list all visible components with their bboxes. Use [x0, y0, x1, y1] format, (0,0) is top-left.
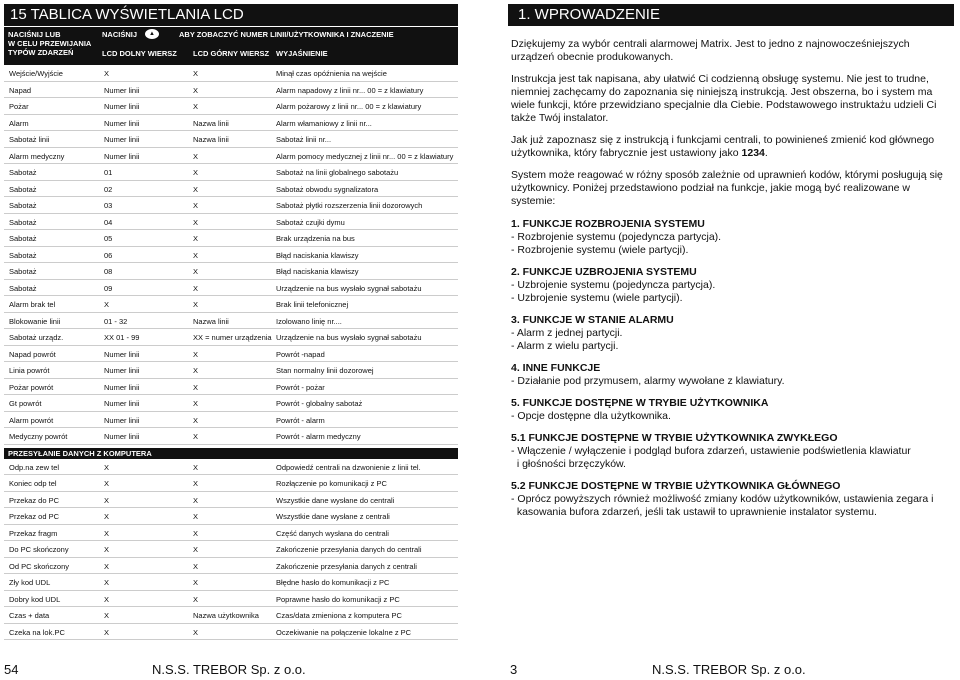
- explanation: Sabotaż linii nr...: [276, 135, 332, 144]
- table-row: [4, 607, 458, 624]
- section-5-1-item-a: - Włączenie / wyłączenie i podgląd bufora zdarzeń, ustawienie podświetlenia klawiatur: [511, 445, 911, 457]
- table-row: [4, 475, 458, 492]
- event-name: Przekaz od PC: [9, 512, 60, 521]
- lcd-bottom-value: X: [104, 479, 110, 488]
- lcd-bottom-value: X: [104, 578, 110, 587]
- lcd-top-value: X: [193, 102, 199, 111]
- lcd-bottom-value: 06: [104, 250, 113, 260]
- section-2-item-b: - Uzbrojenie systemu (wiele partycji).: [511, 292, 683, 304]
- table-row: [4, 558, 458, 575]
- lcd-top-value: X: [193, 528, 199, 538]
- table-row: [4, 492, 458, 509]
- up-key-icon: ▲: [145, 29, 159, 39]
- section-3-heading: 3. FUNKCJE W STANIE ALARMU: [511, 314, 674, 326]
- event-name: Alarm: [9, 118, 29, 128]
- lcd-top-value: X: [193, 432, 199, 441]
- lcd-bottom-value: X: [104, 495, 110, 505]
- table-row: [4, 296, 458, 313]
- lcd-top-value: X: [193, 69, 199, 78]
- event-name: Czeka na lok.PC: [9, 627, 65, 637]
- lcd-top-value: X: [193, 462, 199, 472]
- lcd-top-value: X: [193, 300, 199, 309]
- table-row: [4, 379, 458, 396]
- header-press: NACIŚNIJ: [102, 30, 138, 39]
- lcd-bottom-value: 03: [104, 201, 113, 210]
- lcd-bottom-value: 01 - 32: [104, 316, 128, 326]
- event-name: Zły kod UDL: [9, 578, 51, 587]
- event-name: Sabotaż: [9, 250, 37, 260]
- table-row: [4, 541, 458, 558]
- table-row: [4, 181, 458, 198]
- table-row: [4, 263, 458, 280]
- section-3-item-a: - Alarm z jednej partycji.: [511, 327, 623, 339]
- explanation: Powrót -napad: [276, 349, 325, 359]
- table-row: [4, 591, 458, 608]
- explanation: Stan normalny linii dozorowej: [276, 366, 374, 375]
- event-name: Sabotaż: [9, 184, 37, 194]
- lcd-top-value: X: [193, 201, 199, 210]
- explanation: Alarm pożarowy z linii nr... 00 = z klawiatury: [276, 102, 422, 111]
- explanation: Brak urządzenia na bus: [276, 234, 355, 243]
- explanation: Zakończenie przesyłania danych z centrali: [276, 561, 417, 571]
- explanation: Powrót - globalny sabotaż: [276, 399, 363, 408]
- lcd-top-value: X: [193, 168, 199, 177]
- lcd-bottom-value: X: [104, 611, 110, 620]
- explanation: Oczekiwanie na połączenie lokalne z PC: [276, 627, 412, 637]
- lcd-top-value: X: [193, 234, 199, 243]
- event-name: Pożar powrót: [9, 382, 54, 392]
- explanation: Urządzenie na bus wysłało sygnał sabotażu: [276, 283, 422, 293]
- explanation: Alarm pomocy medycznej z linii nr... 00 = z klawiatury: [276, 151, 454, 161]
- lcd-top-value: X: [193, 283, 199, 293]
- section-1-item-b: - Rozbrojenie systemu (wiele partycji).: [511, 244, 689, 256]
- lcd-bottom-value: X: [104, 462, 110, 472]
- table-row: [4, 329, 458, 346]
- lcd-bottom-value: Numer linii: [104, 102, 140, 111]
- explanation: Minął czas opóźnienia na wejście: [276, 69, 387, 78]
- lcd-bottom-value: Numer linii: [104, 135, 140, 144]
- lcd-bottom-value: X: [104, 528, 110, 538]
- explanation: Sabotaż czujki dymu: [276, 217, 345, 227]
- lcd-top-value: X: [193, 495, 199, 505]
- table-row: [4, 115, 458, 132]
- explanation: Błędne hasło do komunikacji z PC: [276, 578, 390, 587]
- section-2-item-a: - Uzbrojenie systemu (pojedyncza partycja).: [511, 279, 716, 291]
- explanation: Odpowiedź centrali na dzwonienie z linii tel.: [276, 462, 421, 472]
- event-name: Sabotaż: [9, 217, 37, 227]
- header-scroll-events: NACIŚNIJ LUB W CELU PRZEWIJANIA TYPÓW ZDARZEŃ: [8, 30, 92, 57]
- section-5-2-heading: 5.2 FUNKCJE DOSTĘPNE W TRYBIE UŻYTKOWNIKA GŁÓWNEGO: [511, 480, 841, 492]
- event-name: Sabotaż: [9, 267, 37, 276]
- table-row: [4, 230, 458, 247]
- intro-paragraph-3: Jak już zapoznasz się z instrukcją i funkcjami centrali, to powinieneś zmienić kod głównego użytkownika, który fabrycznie jest ustawiony jako 1234.: [511, 134, 935, 159]
- lcd-top-value: X: [193, 366, 199, 375]
- section-2-heading: 2. FUNKCJE UZBROJENIA SYSTEMU: [511, 266, 697, 278]
- table-row: [4, 412, 458, 429]
- table-row: [4, 148, 458, 165]
- table-row: [4, 82, 458, 99]
- lcd-table-header: [4, 27, 458, 65]
- event-name: Dobry kod UDL: [9, 594, 61, 604]
- explanation: Wszystkie dane wysłane z centrali: [276, 512, 390, 521]
- lcd-bottom-value: Numer linii: [104, 366, 140, 375]
- table-row: [4, 525, 458, 542]
- explanation: Część danych wysłana do centrali: [276, 528, 389, 538]
- lcd-top-value: X: [193, 415, 199, 425]
- explanation: Brak linii telefonicznej: [276, 300, 349, 309]
- lcd-bottom-value: 01: [104, 168, 113, 177]
- lcd-bottom-value: Numer linii: [104, 349, 140, 359]
- intro-paragraph-4: System może reagować w różny sposób zależnie od uprawnień kodów, którymi posługują się użytkownicy. Poniżej przedstawiono podział na funkcje, jakie mogą być realizowane w systemie:: [511, 169, 943, 207]
- lcd-top-value: X: [193, 349, 199, 359]
- lcd-bottom-value: Numer linii: [104, 415, 140, 425]
- explanation: Izolowano linię nr....: [276, 316, 342, 326]
- table-row: [4, 346, 458, 363]
- section-1-heading: 1. FUNKCJE ROZBROJENIA SYSTEMU: [511, 218, 705, 230]
- lcd-bottom-value: X: [104, 69, 110, 78]
- lcd-top-value: XX = numer urządzenia: [193, 333, 272, 342]
- event-name: Przekaz do PC: [9, 495, 60, 505]
- lcd-bottom-value: X: [104, 627, 110, 637]
- table-row: [4, 624, 458, 641]
- event-name: Medyczny powrót: [9, 432, 68, 441]
- header-lcd-bottom: LCD DOLNY WIERSZ: [102, 49, 177, 58]
- left-footer-company: N.S.S. TREBOR Sp. z o.o.: [152, 662, 306, 677]
- lcd-top-value: X: [193, 561, 199, 571]
- lcd-bottom-value: X: [104, 545, 110, 554]
- lcd-top-value: X: [193, 627, 199, 637]
- default-code: 1234: [741, 147, 765, 159]
- event-name: Czas + data: [9, 611, 50, 620]
- lcd-bottom-value: 09: [104, 283, 113, 293]
- lcd-bottom-value: Numer linii: [104, 85, 140, 95]
- lcd-table-title: 15 TABLICA WYŚWIETLANIA LCD: [4, 4, 458, 26]
- event-name: Napad powrót: [9, 349, 56, 359]
- explanation: Czas/data zmieniona z komputera PC: [276, 611, 402, 620]
- event-name: Sabotaż: [9, 201, 37, 210]
- lcd-bottom-value: X: [104, 594, 110, 604]
- lcd-top-value: Nazwa użytkownika: [193, 611, 259, 620]
- lcd-bottom-value: X: [104, 300, 110, 309]
- pc-transfer-section: PRZESYŁANIE DANYCH Z KOMPUTERA: [4, 448, 458, 459]
- lcd-table-page: [4, 4, 458, 640]
- event-name: Koniec odp tel: [9, 479, 57, 488]
- explanation: Wszystkie dane wysłane do centrali: [276, 495, 395, 505]
- table-row: [4, 313, 458, 330]
- explanation: Sabotaż na linii globalnego sabotażu: [276, 168, 399, 177]
- section-5-2-item-a: - Oprócz powyższych również możliwość zmiany kodów użytkowników, ustawienia zegara i: [511, 493, 934, 505]
- lcd-top-value: X: [193, 267, 199, 276]
- event-name: Sabotaż: [9, 283, 37, 293]
- table-row: [4, 247, 458, 264]
- section-1-item-a: - Rozbrojenie systemu (pojedyncza partycja).: [511, 231, 722, 243]
- event-name: Pożar: [9, 102, 29, 111]
- section-5-1-heading: 5.1 FUNKCJE DOSTĘPNE W TRYBIE UŻYTKOWNIKA ZWYKŁEGO: [511, 432, 838, 444]
- table-row: [4, 508, 458, 525]
- event-name: Od PC skończony: [9, 561, 70, 571]
- event-name: Odp.na zew tel: [9, 462, 60, 472]
- lcd-top-value: X: [193, 479, 199, 488]
- explanation: Powrót - pożar: [276, 382, 325, 392]
- lcd-top-value: X: [193, 399, 199, 408]
- lcd-bottom-value: Numer linii: [104, 432, 140, 441]
- lcd-table-rows: [4, 65, 458, 445]
- explanation: Zakończenie przesyłania danych do centrali: [276, 545, 422, 554]
- event-name: Blokowanie linii: [9, 316, 61, 326]
- explanation: Powrót - alarm medyczny: [276, 432, 361, 441]
- lcd-bottom-value: 05: [104, 234, 113, 243]
- event-name: Przekaz fragm: [9, 528, 58, 538]
- lcd-top-value: Nazwa linii: [193, 316, 229, 326]
- lcd-bottom-value: 08: [104, 267, 113, 276]
- lcd-bottom-value: XX 01 - 99: [104, 333, 140, 342]
- table-row: [4, 395, 458, 412]
- table-row: [4, 65, 458, 82]
- section-5-item-a: - Opcje dostępne dla użytkownika.: [511, 410, 671, 422]
- section-5-heading: 5. FUNKCJE DOSTĘPNE W TRYBIE UŻYTKOWNIKA: [511, 397, 769, 409]
- section-3-item-b: - Alarm z wielu partycji.: [511, 340, 619, 352]
- lcd-bottom-value: Numer linii: [104, 382, 140, 392]
- table-row: [4, 362, 458, 379]
- explanation: Sabotaż płytki rozszerzenia linii dozorowych: [276, 201, 423, 210]
- intro-paragraph-2: Instrukcja jest tak napisana, aby ułatwić Ci codzienną obsługę systemu. Nie jest to trudne, niemniej zachęcamy do zapoznania się niniejszą instrukcją. Jest obszerna, bo i system ma wiele funkcji, które przewidziano specjalnie dla Ciebie. Podstawowego instruktażu udzieli Ci także Twój instalator.: [511, 73, 937, 124]
- event-name: Sabotaż: [9, 168, 37, 177]
- right-footer-company: N.S.S. TREBOR Sp. z o.o.: [652, 662, 806, 677]
- explanation: Urządzenie na bus wysłało sygnał sabotażu: [276, 333, 422, 342]
- event-name: Gt powrót: [9, 399, 42, 408]
- lcd-top-value: X: [193, 184, 199, 194]
- lcd-top-value: X: [193, 594, 199, 604]
- event-name: Sabotaż: [9, 234, 37, 243]
- explanation: Błąd naciskania klawiszy: [276, 267, 359, 276]
- explanation: Sabotaż obwodu sygnalizatora: [276, 184, 379, 194]
- event-name: Linia powrót: [9, 366, 50, 375]
- table-row: [4, 98, 458, 115]
- table-row: [4, 574, 458, 591]
- event-name: Sabotaż urządz.: [9, 333, 64, 342]
- explanation: Błąd naciskania klawiszy: [276, 250, 359, 260]
- lcd-top-value: X: [193, 545, 199, 554]
- header-explanation: WYJAŚNIENIE: [276, 49, 328, 58]
- table-row: [4, 197, 458, 214]
- lcd-top-value: X: [193, 578, 199, 587]
- explanation: Poprawne hasło do komunikacji z PC: [276, 594, 400, 604]
- section-5-2-item-b: kasowania bufora zdarzeń, jeśli tak ustawił to uprawnienie instalator systemu.: [511, 506, 877, 518]
- lcd-top-value: X: [193, 512, 199, 521]
- event-name: Alarm powrót: [9, 415, 54, 425]
- explanation: Alarm napadowy z linii nr... 00 = z klawiatury: [276, 85, 424, 95]
- event-name: Alarm brak tel: [9, 300, 56, 309]
- lcd-bottom-value: 02: [104, 184, 113, 194]
- lcd-bottom-value: Numer linii: [104, 151, 140, 161]
- lcd-top-value: Nazwa linii: [193, 118, 229, 128]
- event-name: Wejście/Wyjście: [9, 69, 63, 78]
- lcd-top-value: X: [193, 382, 199, 392]
- left-page-number: 54: [4, 662, 19, 677]
- lcd-top-value: X: [193, 217, 199, 227]
- table-row: [4, 164, 458, 181]
- table-row: [4, 459, 458, 476]
- event-name: Sabotaż linii: [9, 135, 50, 144]
- introduction-title: 1. WPROWADZENIE: [508, 4, 954, 26]
- lcd-bottom-value: Numer linii: [104, 118, 140, 128]
- header-lcd-top: LCD GÓRNY WIERSZ: [193, 49, 270, 58]
- table-row: [4, 214, 458, 231]
- explanation: Rozłączenie po komunikacji z PC: [276, 479, 387, 488]
- intro-paragraph-1: Dziękujemy za wybór centrali alarmowej Matrix. Jest to jedno z najnowocześniejszych urządzeń obecnie produkowanych.: [511, 38, 910, 63]
- section-5-1-item-b: i głośności brzęczyków.: [511, 458, 626, 470]
- table-row: [4, 280, 458, 297]
- lcd-top-value: X: [193, 151, 199, 161]
- explanation: Powrót - alarm: [276, 415, 325, 425]
- event-name: Napad: [9, 85, 32, 95]
- lcd-top-value: X: [193, 250, 199, 260]
- table-row: [4, 428, 458, 445]
- lcd-top-value: X: [193, 85, 199, 95]
- pc-transfer-rows: [4, 459, 458, 641]
- table-row: [4, 131, 458, 148]
- header-see: ABY ZOBACZYĆ NUMER LINII/UŻYTKOWNIKA I ZNACZENIE: [179, 30, 394, 39]
- lcd-bottom-value: X: [104, 512, 110, 521]
- right-page-number: 3: [510, 662, 518, 677]
- explanation: Alarm włamaniowy z linii nr...: [276, 118, 372, 128]
- lcd-bottom-value: 04: [104, 217, 113, 227]
- introduction-page: [508, 4, 954, 519]
- lcd-bottom-value: X: [104, 561, 110, 571]
- section-4-heading: 4. INNE FUNKCJE: [511, 362, 601, 374]
- section-4-item-a: - Działanie pod przymusem, alarmy wywołane z klawiatury.: [511, 375, 785, 387]
- lcd-top-value: Nazwa linii: [193, 135, 229, 144]
- lcd-bottom-value: Numer linii: [104, 399, 140, 408]
- event-name: Alarm medyczny: [9, 151, 65, 161]
- event-name: Do PC skończony: [9, 545, 69, 554]
